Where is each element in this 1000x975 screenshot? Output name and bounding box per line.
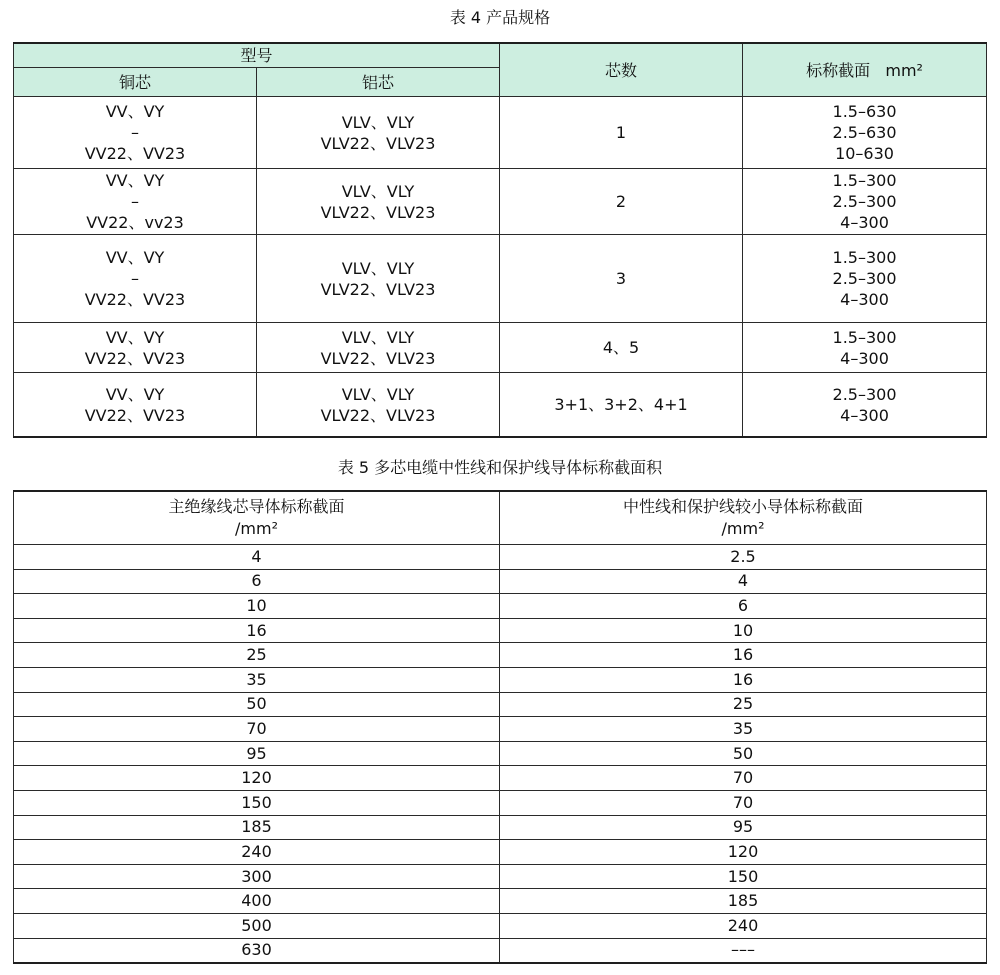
section-cell-line: 1.5–300: [832, 248, 897, 267]
section-cell-line: 2.5–630: [832, 123, 897, 142]
main-section-cell: 4: [14, 545, 500, 570]
copper-model-cell-line: VV、VY: [105, 248, 165, 267]
copper-model-cell-line: –: [131, 192, 139, 211]
aluminum-model-cell-line: VLV、VLY: [341, 384, 415, 404]
copper-model-cell-line: VV22、VV23: [84, 348, 186, 368]
table-row: [14, 569, 987, 594]
section-cell: [743, 373, 987, 438]
copper-model-cell-line: –: [131, 269, 139, 288]
table-row: [14, 766, 987, 791]
header-aluminum: 铝芯: [257, 68, 500, 97]
main-section-cell: 6: [14, 569, 500, 594]
neutral-section-cell: 10: [500, 618, 987, 643]
aluminum-model-cell-line: VLV22、VLV23: [320, 348, 436, 368]
aluminum-model-cell-line: VLV、VLY: [341, 181, 415, 201]
copper-model-cell: [14, 235, 257, 323]
cores-cell-line: 4、5: [602, 338, 640, 357]
table4-caption: 表 4 产品规格: [449, 8, 551, 27]
table-row: [14, 373, 987, 438]
section-cell: [743, 97, 987, 169]
table-row: [14, 667, 987, 692]
copper-model-cell-line: VV22、VV23: [84, 405, 186, 425]
cores-cell-line: 1: [615, 123, 627, 142]
main-section-cell: 70: [14, 717, 500, 742]
cores-cell: [500, 97, 743, 169]
aluminum-model-cell: [257, 373, 500, 438]
copper-model-cell-line: VV22、VV23: [84, 290, 186, 309]
main-section-cell: 400: [14, 889, 500, 914]
header-main-section: [14, 491, 500, 545]
table-row: [14, 169, 987, 235]
table-row: [14, 235, 987, 323]
main-section-cell: 185: [14, 815, 500, 840]
aluminum-model-cell-line: VLV22、VLV23: [320, 405, 436, 425]
neutral-section-cell: –––: [500, 938, 987, 963]
neutral-section-cell: 150: [500, 864, 987, 889]
neutral-section-cell: 25: [500, 692, 987, 717]
product-spec-table: [13, 42, 987, 438]
cores-cell: [500, 169, 743, 235]
table-row: [14, 618, 987, 643]
cores-cell: [500, 235, 743, 323]
header-neutral-label: 中性线和保护线较小导体标称截面: [622, 497, 863, 516]
section-cell-line: 1.5–630: [832, 102, 897, 121]
copper-model-cell: [14, 323, 257, 373]
aluminum-model-cell-line: VLV22、VLV23: [320, 133, 436, 153]
aluminum-model-cell-line: VLV、VLY: [341, 327, 415, 347]
table-row: [14, 643, 987, 668]
table-row: [14, 938, 987, 963]
main-section-cell: 150: [14, 790, 500, 815]
copper-model-cell-line: VV、VY: [105, 102, 165, 121]
table-row: [14, 790, 987, 815]
cores-cell-line: 3: [615, 269, 627, 288]
aluminum-model-cell-line: VLV22、VLV23: [320, 279, 436, 299]
neutral-section-cell: 4: [500, 569, 987, 594]
copper-model-cell: [14, 373, 257, 438]
header-section-unit: mm²: [885, 60, 923, 80]
table-row: [14, 717, 987, 742]
aluminum-model-cell: [257, 323, 500, 373]
header-main-unit: /mm²: [235, 519, 278, 538]
cores-cell-line: 3+1、3+2、4+1: [554, 395, 688, 414]
section-cell-line: 2.5–300: [832, 192, 897, 211]
neutral-section-cell: 120: [500, 840, 987, 865]
header-copper: 铜芯: [14, 68, 257, 97]
main-section-cell: 25: [14, 643, 500, 668]
aluminum-model-cell: [257, 97, 500, 169]
table5-caption: 表 5 多芯电缆中性线和保护线导体标称截面积: [337, 458, 663, 477]
neutral-section-cell: 185: [500, 889, 987, 914]
copper-model-cell-line: VV、VY: [105, 327, 165, 347]
table-row: [14, 741, 987, 766]
header-main-label: 主绝缘线芯导体标称截面: [168, 497, 345, 516]
section-cell: [743, 235, 987, 323]
main-section-cell: 300: [14, 864, 500, 889]
neutral-section-cell: 2.5: [500, 545, 987, 570]
neutral-section-cell: 6: [500, 594, 987, 619]
main-section-cell: 120: [14, 766, 500, 791]
neutral-section-cell: 16: [500, 643, 987, 668]
cores-cell-line: 2: [615, 192, 627, 211]
section-cell-line: 2.5–300: [832, 269, 897, 288]
main-section-cell: 500: [14, 913, 500, 938]
copper-model-cell-line: VV22、VV23: [84, 144, 186, 163]
copper-model-cell-line: VV、VY: [105, 171, 165, 190]
cores-cell: [500, 323, 743, 373]
main-section-cell: 10: [14, 594, 500, 619]
aluminum-model-cell-line: VLV、VLY: [341, 258, 415, 278]
table-row: [14, 594, 987, 619]
main-section-cell: 16: [14, 618, 500, 643]
main-section-cell: 240: [14, 840, 500, 865]
header-neutral-unit: /mm²: [721, 519, 765, 538]
copper-model-cell-line: VV22、vv23: [86, 213, 184, 232]
neutral-section-cell: 50: [500, 741, 987, 766]
table-row: [14, 692, 987, 717]
table-row: [14, 889, 987, 914]
section-cell-line: 1.5–300: [832, 171, 897, 190]
section-cell: [743, 323, 987, 373]
copper-model-cell: [14, 169, 257, 235]
section-cell-line: 10–630: [835, 144, 894, 163]
main-section-cell: 630: [14, 938, 500, 963]
section-cell-line: 4–300: [840, 405, 889, 425]
neutral-section-cell: 35: [500, 717, 987, 742]
neutral-conductor-table: [13, 490, 987, 964]
section-cell-line: 2.5–300: [832, 384, 897, 404]
section-cell-line: 4–300: [840, 213, 889, 232]
neutral-section-cell: 70: [500, 766, 987, 791]
table-row: [14, 840, 987, 865]
table-row: [14, 913, 987, 938]
header-section-label: 标称截面: [806, 60, 871, 80]
neutral-section-cell: 95: [500, 815, 987, 840]
main-section-cell: 95: [14, 741, 500, 766]
section-cell: [743, 169, 987, 235]
copper-model-cell-line: VV、VY: [105, 384, 165, 404]
aluminum-model-cell-line: VLV22、VLV23: [320, 202, 436, 222]
neutral-section-cell: 70: [500, 790, 987, 815]
section-cell-line: 4–300: [840, 348, 889, 368]
header-cores: 芯数: [500, 43, 743, 97]
header-neutral-section: [500, 491, 987, 545]
table-row: [14, 97, 987, 169]
main-section-cell: 50: [14, 692, 500, 717]
header-model: 型号: [14, 43, 500, 68]
table-row: [14, 864, 987, 889]
copper-model-cell: [14, 97, 257, 169]
table-row: [14, 815, 987, 840]
neutral-section-cell: 240: [500, 913, 987, 938]
copper-model-cell-line: –: [131, 123, 139, 142]
section-cell-line: 1.5–300: [832, 327, 897, 347]
aluminum-model-cell-line: VLV、VLY: [341, 112, 415, 132]
cores-cell: [500, 373, 743, 438]
header-section: [743, 43, 987, 97]
table-row: [14, 323, 987, 373]
neutral-section-cell: 16: [500, 667, 987, 692]
aluminum-model-cell: [257, 235, 500, 323]
table-row: [14, 545, 987, 570]
aluminum-model-cell: [257, 169, 500, 235]
section-cell-line: 4–300: [840, 290, 889, 309]
main-section-cell: 35: [14, 667, 500, 692]
